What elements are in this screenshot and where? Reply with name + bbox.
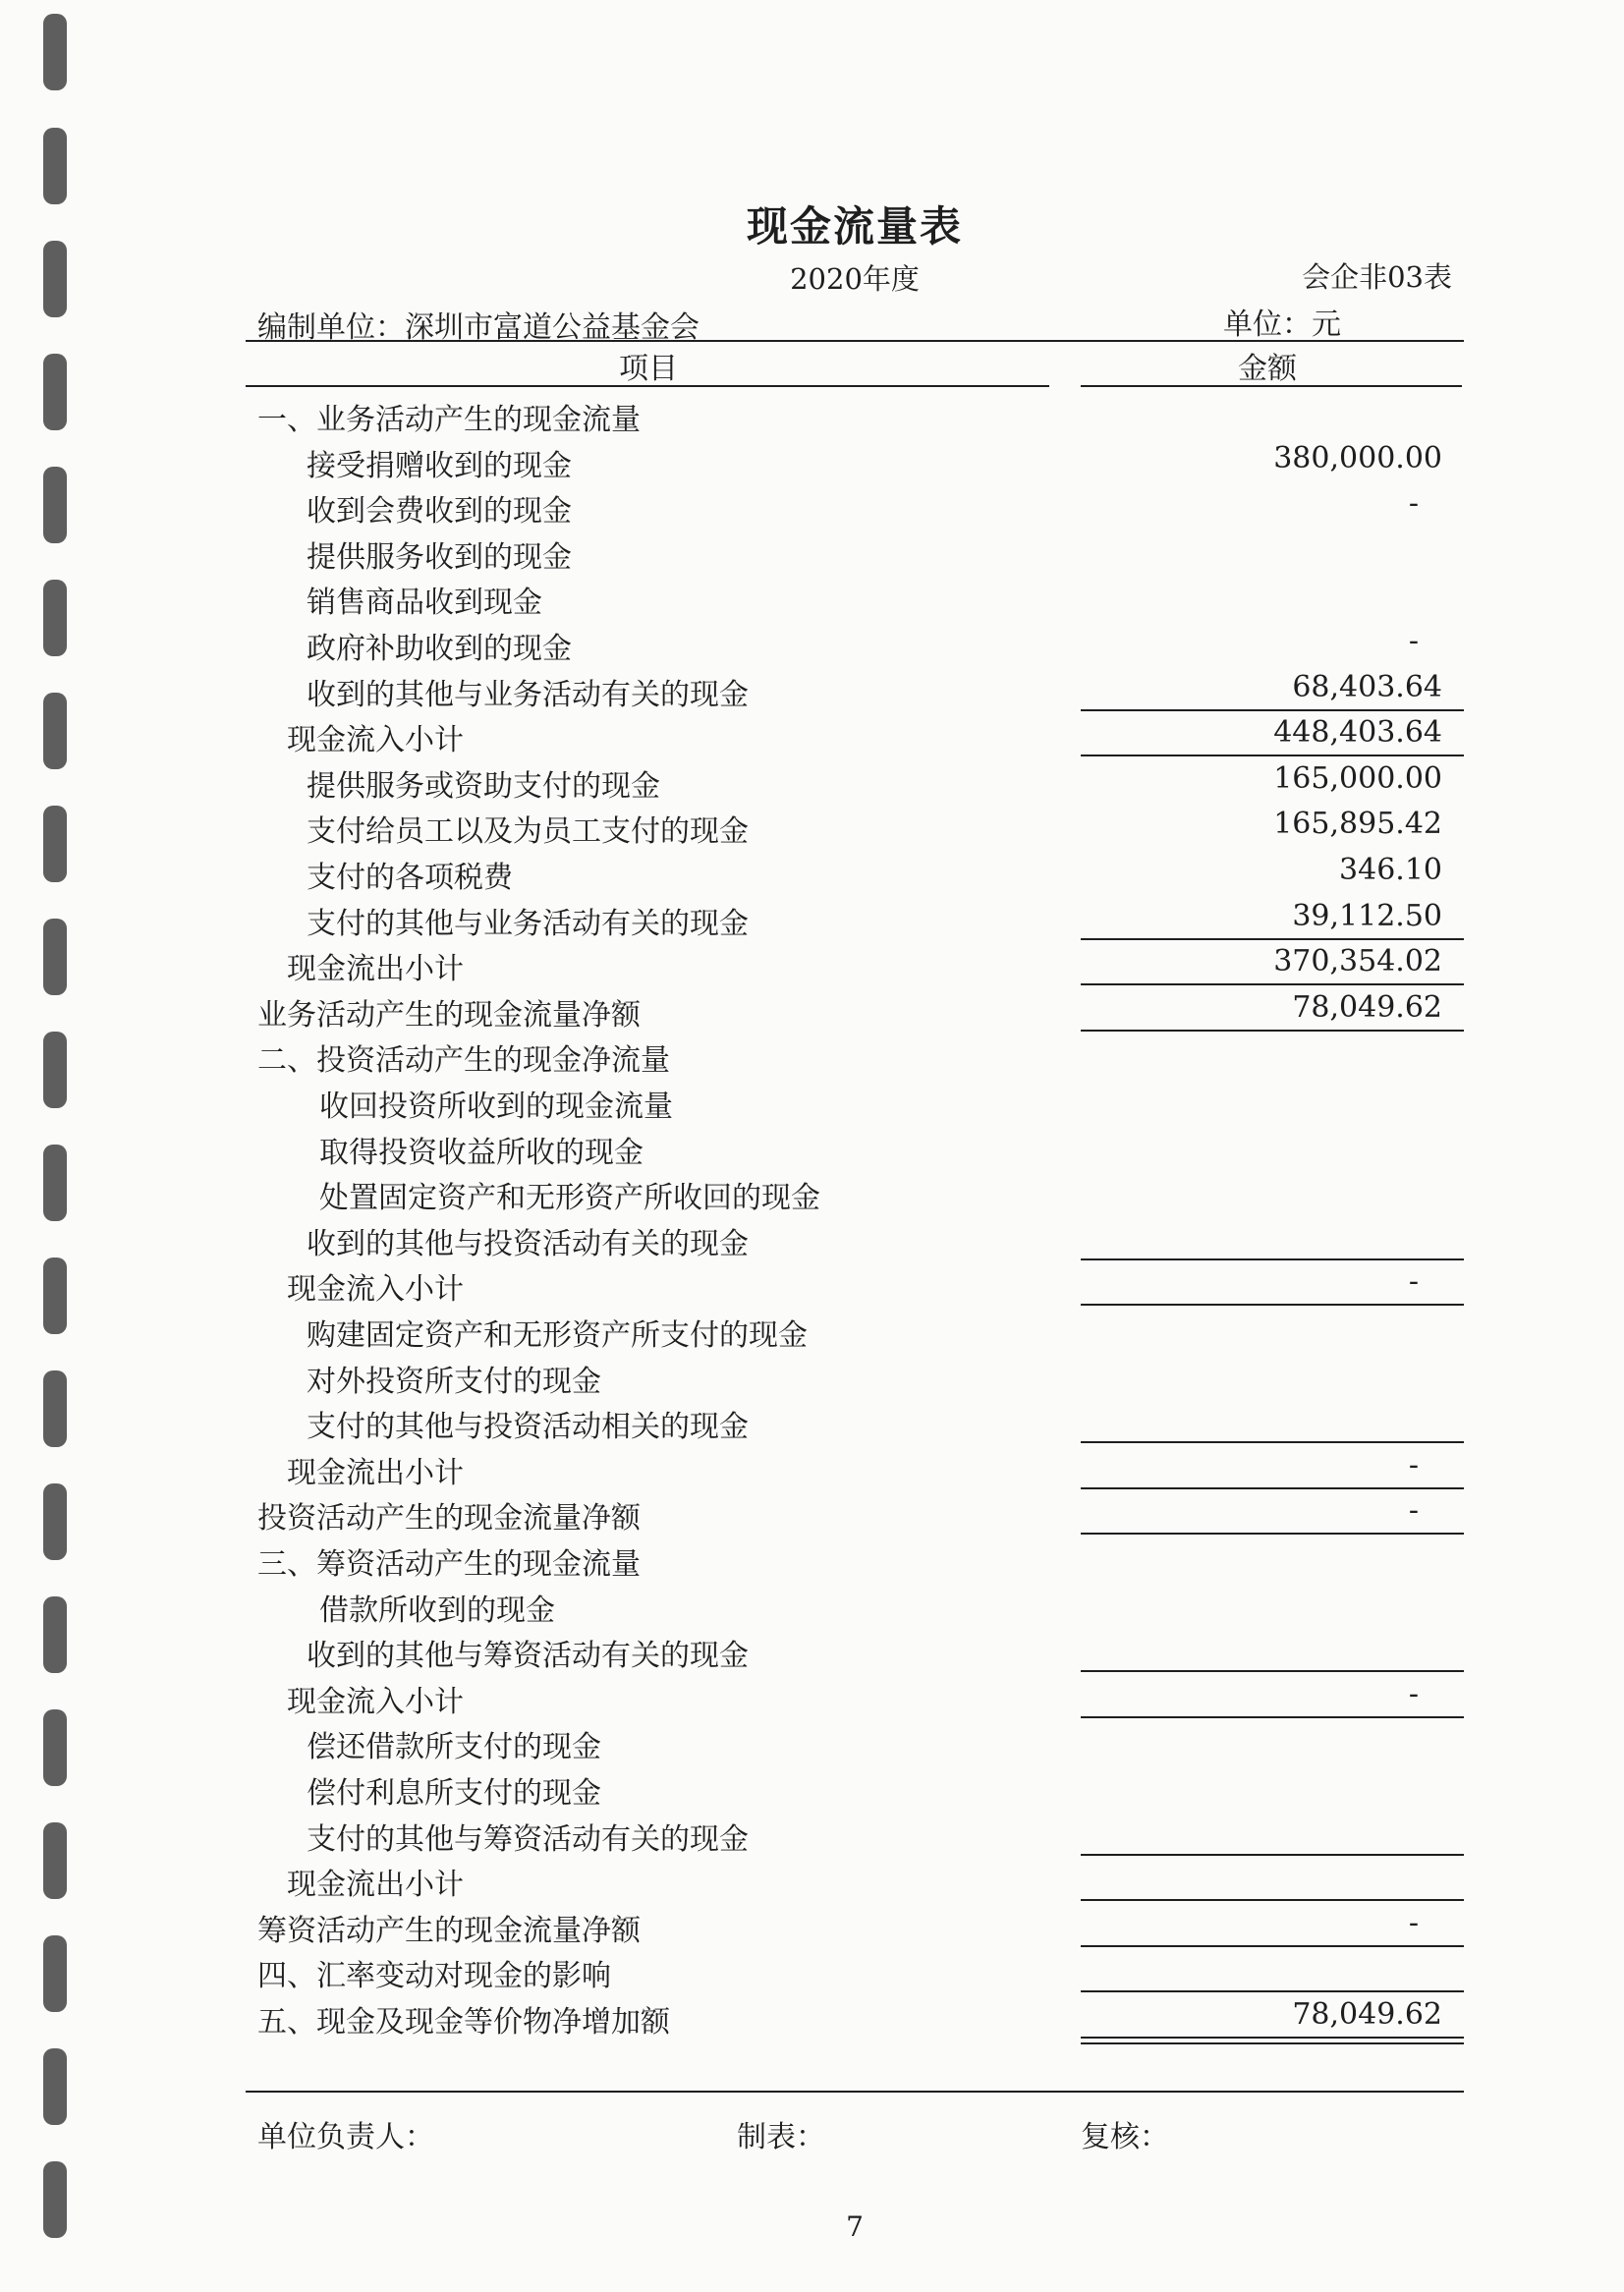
statement-row xyxy=(246,849,1464,894)
row-label: 接受捐赠收到的现金 xyxy=(307,448,572,483)
row-label: 收到的其他与投资活动有关的现金 xyxy=(307,1226,749,1261)
statement-row xyxy=(246,437,1464,482)
row-label: 提供服务或资助支付的现金 xyxy=(307,768,660,804)
binder-hole xyxy=(43,128,67,204)
row-amount: - xyxy=(1408,1905,1419,1940)
footer-unit-head: 单位负责人： xyxy=(257,2120,434,2154)
statement-row xyxy=(246,1764,1464,1810)
row-label: 支付的其他与业务活动有关的现金 xyxy=(307,906,749,941)
row-label: 提供服务收到的现金 xyxy=(307,539,572,575)
statement-row xyxy=(246,529,1464,574)
row-label: 收到会费收到的现金 xyxy=(307,494,572,530)
row-label: 投资活动产生的现金流量净额 xyxy=(257,1501,641,1537)
row-label: 收回投资所收到的现金流量 xyxy=(319,1090,673,1124)
row-label: 政府补助收到的现金 xyxy=(307,632,572,666)
row-amount: 346.10 xyxy=(1339,853,1442,887)
statement-row xyxy=(246,1993,1464,2039)
row-amount: - xyxy=(1408,486,1419,522)
binder-hole xyxy=(43,693,67,769)
statement-row xyxy=(246,1947,1464,1992)
statement-row xyxy=(246,895,1464,940)
statement-row xyxy=(246,666,1464,711)
statement-row xyxy=(246,1673,1464,1718)
binder-hole xyxy=(43,806,67,882)
header-rule-amount xyxy=(1081,385,1462,387)
row-amount: - xyxy=(1408,1676,1419,1711)
binder-hole xyxy=(43,1822,67,1899)
row-label: 处置固定资产和无形资产所收回的现金 xyxy=(319,1181,820,1216)
row-label: 二、投资活动产生的现金净流量 xyxy=(257,1043,670,1079)
binder-hole xyxy=(43,1032,67,1108)
statement-row xyxy=(246,711,1464,756)
row-label: 收到的其他与业务活动有关的现金 xyxy=(307,677,749,712)
row-label: 收到的其他与筹资活动有关的现金 xyxy=(307,1639,749,1674)
statement-row xyxy=(246,620,1464,665)
row-amount: - xyxy=(1408,624,1419,658)
row-amount: 165,000.00 xyxy=(1273,760,1442,796)
row-label: 偿还借款所支付的现金 xyxy=(307,1730,601,1765)
header-rule-item xyxy=(246,385,1049,387)
row-amount: - xyxy=(1408,1447,1419,1482)
binder-holes xyxy=(43,0,73,2292)
statement-row xyxy=(246,391,1464,436)
row-label: 借款所收到的现金 xyxy=(319,1593,555,1628)
row-amount: 39,112.50 xyxy=(1292,898,1442,933)
binder-hole xyxy=(43,1258,67,1334)
row-label: 支付的各项税费 xyxy=(307,861,513,895)
statement-row xyxy=(246,1536,1464,1581)
row-label: 现金流入小计 xyxy=(287,1272,464,1308)
binder-hole xyxy=(43,1709,67,1786)
statement-row xyxy=(246,1902,1464,1947)
statement-row xyxy=(246,1353,1464,1398)
row-label: 四、汇率变动对现金的影响 xyxy=(257,1959,611,1994)
amount-double-underline xyxy=(1081,2042,1464,2044)
row-label: 销售商品收到现金 xyxy=(307,586,542,621)
amount-underline xyxy=(1081,2037,1464,2039)
row-label: 现金流入小计 xyxy=(287,1684,464,1719)
statement-row xyxy=(246,1856,1464,1901)
form-number: 会企非03表 xyxy=(1302,260,1452,294)
footer-reviewer: 复核： xyxy=(1081,2120,1169,2154)
row-label: 三、筹资活动产生的现金流量 xyxy=(257,1547,641,1582)
row-amount: 68,403.64 xyxy=(1292,669,1442,704)
statement-row xyxy=(246,1398,1464,1443)
statement-row xyxy=(246,1582,1464,1627)
binder-hole xyxy=(43,2161,67,2238)
row-label: 筹资活动产生的现金流量净额 xyxy=(257,1913,641,1948)
statement-row xyxy=(246,940,1464,985)
row-label: 支付的其他与投资活动相关的现金 xyxy=(307,1410,749,1445)
row-amount: - xyxy=(1408,1493,1419,1529)
page-number: 7 xyxy=(846,2210,864,2243)
header-top-rule xyxy=(246,340,1464,342)
binder-hole xyxy=(43,1370,67,1447)
row-amount: 78,049.62 xyxy=(1292,989,1442,1025)
statement-row xyxy=(246,1032,1464,1077)
statement-row xyxy=(246,1078,1464,1123)
binder-hole xyxy=(43,14,67,90)
row-label: 业务活动产生的现金流量净额 xyxy=(257,997,641,1033)
row-label: 支付的其他与筹资活动有关的现金 xyxy=(307,1821,749,1857)
row-label: 一、业务活动产生的现金流量 xyxy=(257,403,641,437)
binder-hole xyxy=(43,354,67,430)
statement-row xyxy=(246,1444,1464,1489)
binder-hole xyxy=(43,1935,67,2012)
row-label: 现金流入小计 xyxy=(287,723,464,758)
statement-row xyxy=(246,803,1464,848)
binder-hole xyxy=(43,1145,67,1221)
row-label: 取得投资收益所收的现金 xyxy=(319,1135,644,1170)
statement-row xyxy=(246,1124,1464,1169)
statement-row xyxy=(246,1718,1464,1763)
statement-row xyxy=(246,1627,1464,1672)
row-amount: 448,403.64 xyxy=(1273,715,1442,751)
binder-hole xyxy=(43,1596,67,1673)
column-header-amount: 金额 xyxy=(1238,352,1297,386)
statement-row xyxy=(246,1811,1464,1856)
row-label: 偿付利息所支付的现金 xyxy=(307,1776,601,1811)
footer-preparer: 制表： xyxy=(737,2120,825,2154)
statement-row xyxy=(246,1215,1464,1260)
binder-hole xyxy=(43,919,67,995)
row-label: 五、现金及现金等价物净增加额 xyxy=(257,2005,670,2040)
row-amount: 370,354.02 xyxy=(1273,944,1442,979)
row-label: 支付给员工以及为员工支付的现金 xyxy=(307,814,749,850)
statement-row xyxy=(246,1489,1464,1535)
statement-row xyxy=(246,1169,1464,1214)
row-label: 现金流出小计 xyxy=(287,952,464,987)
binder-hole xyxy=(43,241,67,317)
row-label: 现金流出小计 xyxy=(287,1868,464,1903)
statement-row xyxy=(246,757,1464,803)
row-amount: 165,895.42 xyxy=(1273,807,1442,842)
footer-rule xyxy=(246,2091,1464,2093)
row-amount: 380,000.00 xyxy=(1273,440,1442,475)
preparing-entity: 编制单位：深圳市富道公益基金会 xyxy=(257,310,700,345)
row-label: 对外投资所支付的现金 xyxy=(307,1364,601,1399)
row-label: 现金流出小计 xyxy=(287,1455,464,1490)
binder-hole xyxy=(43,2048,67,2125)
statement-period: 2020年度 xyxy=(790,262,920,296)
binder-hole xyxy=(43,580,67,656)
row-amount: - xyxy=(1408,1264,1419,1300)
currency-unit: 单位：元 xyxy=(1223,307,1341,342)
statement-title: 现金流量表 xyxy=(746,202,963,251)
row-label: 购建固定资产和无形资产所支付的现金 xyxy=(307,1318,808,1353)
statement-row xyxy=(246,1260,1464,1306)
row-amount: 78,049.62 xyxy=(1292,1997,1442,2032)
binder-hole xyxy=(43,1483,67,1560)
column-header-item: 项目 xyxy=(619,352,678,386)
statement-row xyxy=(246,482,1464,528)
statement-row xyxy=(246,986,1464,1032)
binder-hole xyxy=(43,467,67,543)
statement-row xyxy=(246,574,1464,619)
statement-row xyxy=(246,1307,1464,1352)
cash-flow-statement xyxy=(246,0,1464,2292)
